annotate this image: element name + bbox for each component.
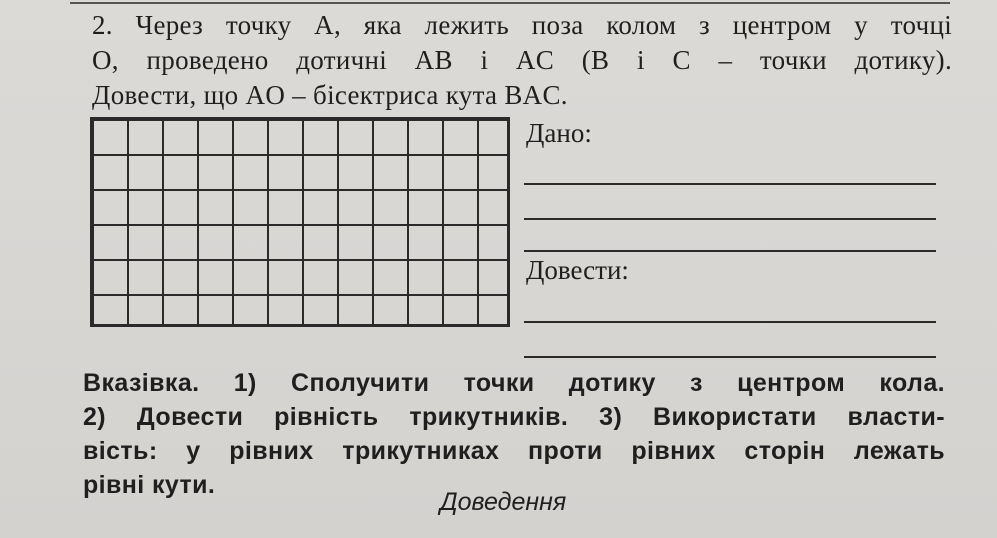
hint-block [83,366,945,502]
given-answer-line-1[interactable] [524,183,936,185]
problem-line-2: O, проведено дотичні AB і AC (B і C – точки дотику). [92,45,952,75]
drawing-grid[interactable] [90,117,510,327]
problem-statement [92,8,952,113]
prove-answer-line-1[interactable] [524,321,936,323]
hint-line-2: 2) Довести рівність трикутників. 3) Використати власти- [83,403,945,431]
top-rule [70,2,950,4]
hint-line-1: Вказівка. 1) Сполучити точки дотику з центром кола. [83,369,945,397]
problem-line-3: Довести, що AO – бісектриса кута BAC. [92,80,568,110]
hint-line-3: вість: у рівних трикутниках проти рівних сторін лежать [83,437,945,465]
hint-line-4: рівні кути. [83,471,216,499]
prove-label: Довести: [526,255,629,285]
proof-title: Доведення [440,488,567,516]
given-answer-line-3[interactable] [524,250,936,252]
given-label: Дано: [526,118,592,148]
problem-line-1: 2. Через точку A, яка лежить поза колом з центром у точці [92,10,952,40]
given-answer-line-2[interactable] [524,218,936,220]
prove-answer-line-2[interactable] [524,356,936,358]
